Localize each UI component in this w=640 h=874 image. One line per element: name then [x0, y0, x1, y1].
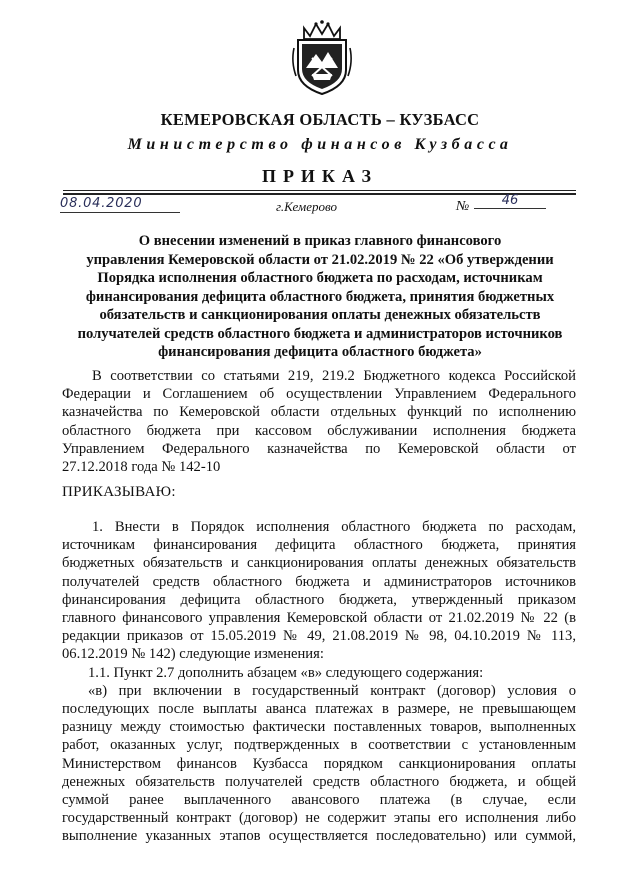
document-type: ПРИКАЗ	[261, 166, 379, 186]
subject-line: обязательств и санкционирования оплаты денежных обязательств	[99, 307, 541, 323]
subject-line: финансирования дефицита областного бюджета, принятия бюджетных	[85, 288, 555, 305]
paragraph-line: Федерации и Соглашением об осуществлении Управлением Федерального	[62, 386, 576, 403]
paragraph-line: финансирования дефицита областного бюджета, утвержденный приказом	[62, 591, 576, 608]
paragraph-line: 27.12.2018 года № 142-10	[62, 459, 221, 476]
paragraph-line: работ, оказанных услуг, подтвержденных в соответствии с установленным	[62, 737, 576, 754]
paragraph-line: денежных обязательств получателей средств областного бюджета, и общей	[62, 773, 576, 790]
subject-line: О внесении изменений в приказ главного финансового	[138, 233, 502, 249]
paragraph-line: источникам финансирования дефицита областного бюджета, принятия	[62, 537, 576, 554]
paragraph-line: редакции приказов от 15.05.2019 № 49, 21.08.2019 № 98, 04.10.2019 № 113,	[62, 628, 576, 645]
paragraph-line: бюджетных обязательств и санкционирования оплаты денежных обязательств	[62, 555, 576, 572]
paragraph-line: 1. Внести в Порядок исполнения областного бюджета по расходам,	[92, 519, 576, 535]
region-title: КЕМЕРОВСКАЯ ОБЛАСТЬ – КУЗБАСС	[160, 110, 480, 129]
paragraph-line: «в) при включении в государственный контракт (договор) условия о	[88, 682, 576, 699]
paragraph-line: Министерством финансов Кузбасса порядком санкционирования оплаты	[62, 755, 576, 772]
ministry-name: Министерство финансов Кузбасса	[127, 136, 513, 153]
paragraph-line: разницу между стоимостью фактически поставленных товаров, выполненных	[62, 719, 576, 736]
subject-line: финансирования дефицита областного бюджета»	[158, 344, 482, 360]
paragraph-line: областного бюджета при кассовом обслуживании исполнения бюджета	[62, 422, 576, 439]
header-divider	[63, 190, 576, 191]
paragraph-line: получателей средств областного бюджета и администраторов источников	[62, 573, 576, 590]
order-body	[62, 518, 576, 846]
subject-line: управления Кемеровской области от 21.02.2019 № 22 «Об утверждении	[86, 251, 554, 268]
paragraph-line: 06.12.2019 № 142) следующие изменения:	[62, 646, 324, 663]
order-number-label: №	[456, 199, 470, 214]
paragraph-line: суммой ранее выплаченного авансового платежа (в случае, если	[62, 792, 576, 809]
subject-line: получателей средств областного бюджета и администраторов источников	[77, 325, 563, 342]
paragraph-line: выполнение указанных этапов осуществляется последовательно) или суммой,	[62, 828, 576, 845]
order-directive: ПРИКАЗЫВАЮ:	[62, 484, 176, 500]
paragraph-line: казначейства по Кемеровской области отдельных функций по исполнению	[62, 404, 576, 421]
order-date: 08.04.2020	[60, 196, 180, 213]
paragraph-line: 1.1. Пункт 2.7 дополнить абзацем «в» следующего содержания:	[88, 664, 484, 681]
order-subject	[60, 232, 580, 362]
paragraph-line: главного финансового управления Кемеровской области от 21.02.2019 № 22 (в	[62, 610, 576, 627]
preamble-paragraph	[62, 367, 576, 476]
subject-line: Порядка исполнения областного бюджета по расходам, источникам	[97, 270, 543, 286]
paragraph-line: последующих после выплаты аванса платежах в размере, не превышающем	[62, 701, 576, 718]
paragraph-line: государственный контракт (договор) не содержит этапы его исполнения либо	[62, 810, 576, 827]
coat-of-arms-icon	[290, 18, 354, 96]
order-number: 46	[474, 193, 546, 209]
paragraph-line: Управлением Федерального казначейства по Кемеровской области от	[62, 440, 576, 457]
order-city: г.Кемерово	[276, 199, 337, 214]
paragraph-line: В соответствии со статьями 219, 219.2 Бюджетного кодекса Российской	[92, 368, 576, 384]
